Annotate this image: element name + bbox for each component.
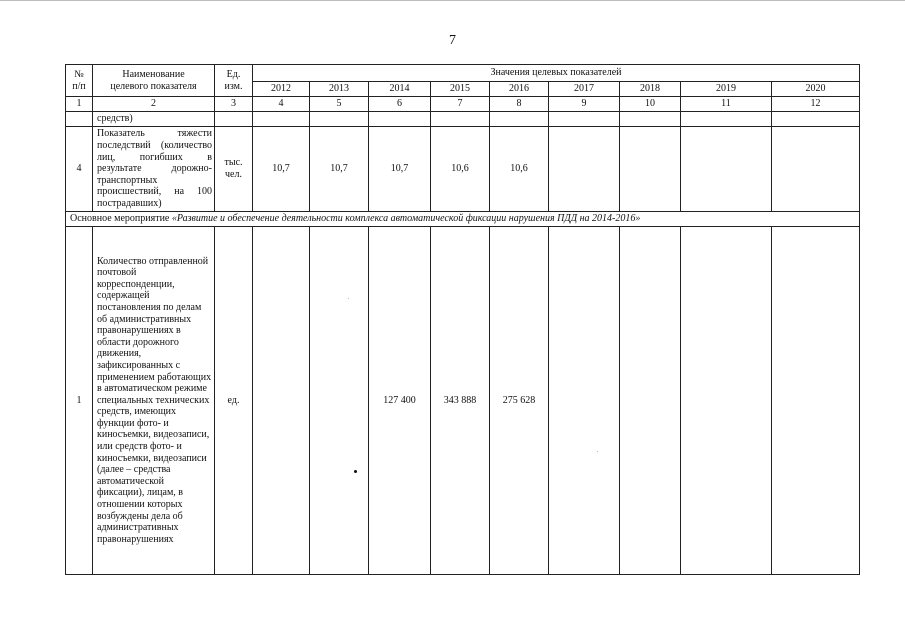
section-heading xyxy=(66,212,860,227)
column-number: 11 xyxy=(681,97,772,112)
header-year: 2012 xyxy=(253,82,310,97)
scan-dot xyxy=(354,470,357,473)
cell-value xyxy=(620,112,681,127)
cell-value xyxy=(369,112,431,127)
cell-value xyxy=(620,227,681,575)
section-row xyxy=(66,212,860,227)
cell-value xyxy=(253,227,310,575)
header-year: 2018 xyxy=(620,82,681,97)
cell-num: 4 xyxy=(66,127,93,212)
header-indicator-name: Наименование целевого показателя xyxy=(93,65,215,97)
cell-value xyxy=(431,112,490,127)
cell-value: 10,6 xyxy=(490,127,549,212)
column-number: 10 xyxy=(620,97,681,112)
cell-unit: тыс. чел. xyxy=(215,127,253,212)
page-top-edge xyxy=(0,0,905,1)
cell-value xyxy=(681,112,772,127)
header-num: № п/п xyxy=(66,65,93,97)
cell-value xyxy=(549,112,620,127)
cell-value: 10,7 xyxy=(310,127,369,212)
column-number: 9 xyxy=(549,97,620,112)
column-number: 4 xyxy=(253,97,310,112)
column-number: 3 xyxy=(215,97,253,112)
cell-value: 10,7 xyxy=(369,127,431,212)
cell-value xyxy=(310,112,369,127)
cell-value xyxy=(549,227,620,575)
cell-value xyxy=(681,127,772,212)
cell-indicator-name: Количество отправленной почтовой корреспонденции, содержащей постановления по делам об административных правонарушениях в области дорожного движения, зафиксированных с применением работающих в автоматическом режиме специальных технических средств, имеющих функции фото- и киносъемки, видеозаписи, или средств фото- и киносъемки, видеозаписи (далее – средства автоматической фиксации), лицам, в отношении которых возбуждены дела об административных правонарушениях xyxy=(93,227,215,575)
cell-value: 10,6 xyxy=(431,127,490,212)
target-indicators-table xyxy=(65,64,860,575)
header-values-title: Значения целевых показателей xyxy=(253,65,860,82)
table-row xyxy=(66,127,860,212)
header-year: 2013 xyxy=(310,82,369,97)
page-number: 7 xyxy=(449,33,456,48)
cell-indicator-name: Показатель тяжести последствий (количество лиц, погибших в результате дорожно-транспортных происшествий, на 100 пострадавших) xyxy=(93,127,215,212)
cell-value: 127 400 xyxy=(369,227,431,575)
cell-value xyxy=(772,112,860,127)
header-unit: Ед. изм. xyxy=(215,65,253,97)
column-number: 12 xyxy=(772,97,860,112)
cell-value: 10,7 xyxy=(253,127,310,212)
column-number: 2 xyxy=(93,97,215,112)
header-year: 2016 xyxy=(490,82,549,97)
header-year: 2017 xyxy=(549,82,620,97)
column-number: 1 xyxy=(66,97,93,112)
column-number: 5 xyxy=(310,97,369,112)
cell-indicator-name: средств) xyxy=(93,112,215,127)
scan-speck xyxy=(348,298,349,299)
column-number: 6 xyxy=(369,97,431,112)
scan-speck xyxy=(597,451,598,452)
section-title: «Развитие и обеспечение деятельности комплекса автоматической фиксации нарушения ПДД на 2014-2016» xyxy=(171,213,641,225)
cell-value xyxy=(310,227,369,575)
header-year: 2019 xyxy=(681,82,772,97)
table-row xyxy=(66,112,860,127)
cell-num xyxy=(66,112,93,127)
cell-value: 275 628 xyxy=(490,227,549,575)
cell-unit: ед. xyxy=(215,227,253,575)
section-prefix: Основное мероприятие xyxy=(70,213,172,225)
cell-value xyxy=(772,127,860,212)
cell-num: 1 xyxy=(66,227,93,575)
cell-value xyxy=(253,112,310,127)
table-row xyxy=(66,227,860,575)
column-number: 8 xyxy=(490,97,549,112)
cell-value xyxy=(681,227,772,575)
cell-value xyxy=(772,227,860,575)
cell-value xyxy=(620,127,681,212)
header-year: 2014 xyxy=(369,82,431,97)
column-number: 7 xyxy=(431,97,490,112)
cell-value: 343 888 xyxy=(431,227,490,575)
cell-unit xyxy=(215,112,253,127)
cell-value xyxy=(549,127,620,212)
header-year: 2020 xyxy=(772,82,860,97)
header-year: 2015 xyxy=(431,82,490,97)
cell-value xyxy=(490,112,549,127)
